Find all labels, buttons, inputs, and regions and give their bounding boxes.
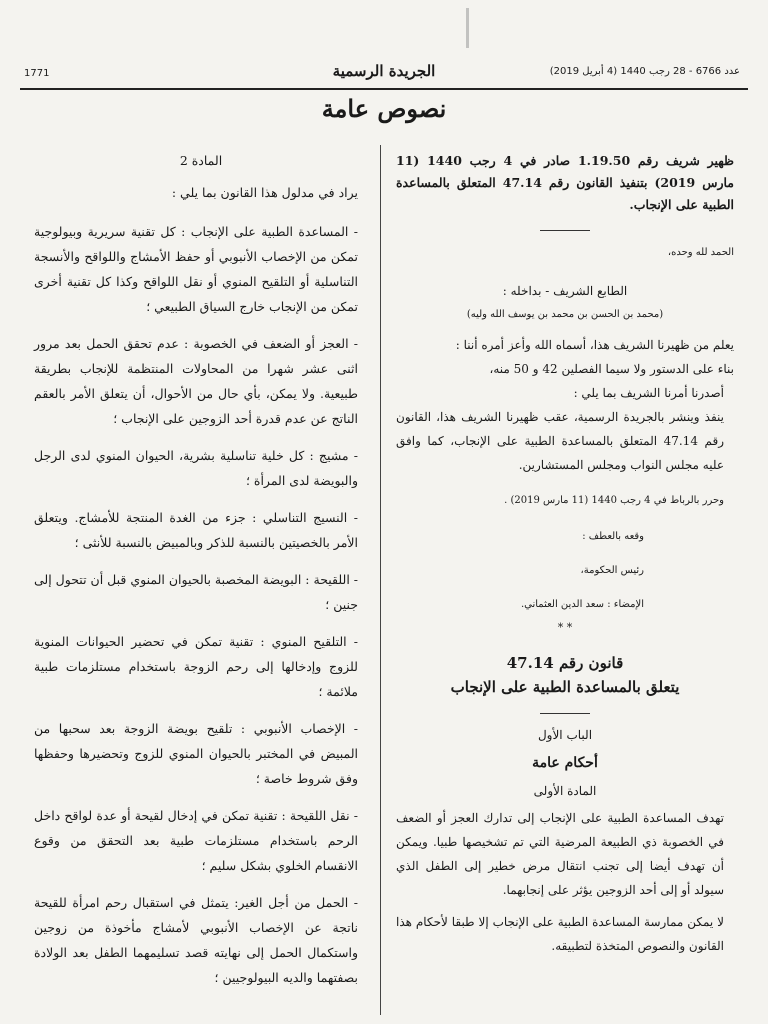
article1-title: المادة الأولى (533, 784, 597, 798)
praise-line: الحمد لله وحده، (667, 247, 734, 258)
header-rule (20, 88, 748, 90)
right-column (396, 150, 734, 958)
done-at: وحرر بالرباط في 4 رجب 1440 (11 مارس 2019) . (504, 495, 724, 506)
basis-line: بناء على الدستور ولا سيما الفصلين 42 و 50 منه، (489, 362, 734, 376)
article1-paragraph-1: تهدف المساعدة الطبية على الإنجاب إلى تدارك العجز أو الضعف في الخصوبة ذي الطبيعة المرضية التي تم تشخيصها طبيا. ويمكن أن تهدف أيضا إلى تجنب انتقال مرض خطير إلى الطفل الذي سيولد أو إلى أحد الزوجين يؤثر على إنجابهما. (396, 811, 724, 897)
definition-item: - الإخصاب الأنبوبي : تلقيح بويضة الزوجة بعد سحبها من المبيض في المختبر بالحيوان المنوي للزوج وتحضيرها وحفظها وفق شروط خاصة ؛ (34, 721, 358, 786)
seal-name: (محمد بن الحسن بن محمد بن يوسف الله وليه) (466, 309, 664, 320)
left-column (34, 150, 368, 1002)
seal-label: الطابع الشريف - بداخله : (502, 284, 628, 298)
article2-intro: يراد في مدلول هذا القانون بما يلي : (171, 185, 358, 200)
definition-item: - مشيج : كل خلية تناسلية بشرية، الحيوان المنوي لدى الرجل والبويضة لدى المرأة ؛ (34, 448, 358, 488)
head-of-government: رئيس الحكومة، (580, 565, 644, 576)
stars-separator: * * (557, 621, 573, 634)
order-line: أصدرنا أمرنا الشريف بما يلي : (573, 386, 724, 400)
dahir-body: ينفذ وينشر بالجريدة الرسمية، عقب ظهيرنا الشريف هذا، القانون رقم 47.14 المتعلق بالمساعدة الطبية على الإنجاب، كما وافق عليه مجلس النواب ومجلس المستشارين. (396, 410, 724, 472)
definition-item: - التلقيح المنوي : تقنية تمكن في تحضير الحيوانات المنوية للزوج وإدخالها إلى رحم الزوجة باستخدام مستلزمات طبية ملائمة ؛ (34, 634, 358, 699)
definition-item: - اللقيحة : البويضة المخصبة بالحيوان المنوي قبل أن تتحول إلى جنين ؛ (34, 572, 358, 612)
gazette-name: الجريدة الرسمية (332, 62, 436, 80)
issue-info: عدد 6766 - 28 رجب 1440 (4 أبريل 2019) (549, 66, 740, 77)
page-header (24, 62, 744, 88)
signature: الإمضاء : سعد الدين العثماني. (520, 599, 644, 610)
article1-paragraph-2: لا يمكن ممارسة المساعدة الطبية على الإنجاب إلا طبقا لأحكام هذا القانون والنصوص المتخذة لتطبيقه. (396, 915, 724, 953)
dahir-title: ظهير شريف رقم 1.19.50 صادر في 4 رجب 1440 (11 مارس 2019) بتنفيذ القانون رقم 47.14 المتعلق بالمساعدة الطبية على الإنجاب. (396, 153, 734, 212)
law-subject: يتعلق بالمساعدة الطبية على الإنجاب (450, 678, 680, 696)
column-divider (380, 145, 381, 1015)
countersigned-label: وقعه بالعطف : (582, 531, 644, 542)
intro-line: يعلم من ظهيرنا الشريف هذا، أسماه الله وأعز أمره أننا : (455, 338, 734, 352)
law-number: قانون رقم 47.14 (506, 654, 624, 672)
separator (540, 713, 590, 714)
separator (540, 230, 590, 231)
definition-item: - الحمل من أجل الغير: يتمثل في استقبال رحم امرأة للقيحة ناتجة عن الإخصاب الأنبوبي لأمشاج مأخوذة من زوجين واستكمال الحمل إلى نهايته قصد تسليمهما الطفل بعد الولادة بصفتهما والديه البيولوجيين ؛ (34, 895, 358, 985)
page-number: 1771 (24, 68, 50, 79)
definition-item: - نقل اللقيحة : تقنية تمكن في إدخال لقيحة أو عدة لواقح داخل الرحم باستخدام مستلزمات طبية بعد التحقق من وقوع الانقسام الخلوي بشكل سليم ؛ (34, 808, 358, 873)
part-title: أحكام عامة (532, 755, 598, 771)
definition-item: - النسيج التناسلي : جزء من الغدة المنتجة للأمشاج. ويتعلق الأمر بالخصيتين بالنسبة للذكر وبالمبيض بالنسبة للأنثى ؛ (34, 510, 358, 550)
punch-mark (466, 8, 469, 48)
definition-item: - المساعدة الطبية على الإنجاب : كل تقنية سريرية وبيولوجية تمكن من الإخصاب الأنبوبي أو حفظ الأمشاج واللواقح والأنسجة التناسلية أو التلقيح المنوي أو نقل اللواقح وكذا كل تقنية أخرى تمكن من الإنجاب خارج السياق الطبيعي ؛ (34, 224, 358, 314)
part-label: الباب الأول (537, 728, 593, 742)
definition-item: - العجز أو الضعف في الخصوبة : عدم تحقق الحمل بعد مرور اثنى عشر شهرا من المحاولات المنتظمة للإنجاب بطريقة طبيعية. ولا يمكن، بأي حال من الأحوال، أن يتعلق الأمر بالعقم الناتج عن عدم قدرة أحد الزوجين على الإنجاب ؛ (34, 336, 358, 426)
section-title: نصوص عامة (321, 94, 447, 123)
article2-title: المادة 2 (179, 153, 223, 168)
